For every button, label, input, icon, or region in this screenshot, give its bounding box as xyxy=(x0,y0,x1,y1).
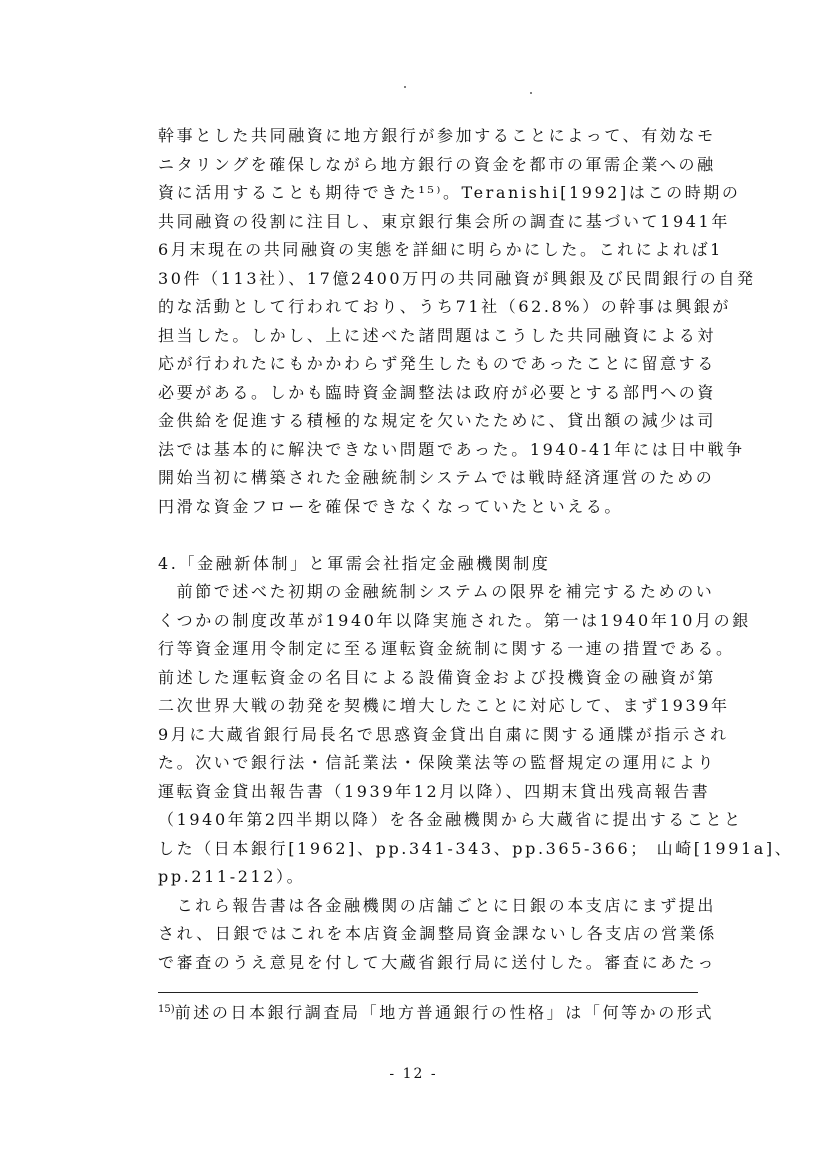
text-line: 共同融資の役割に注目し、東京銀行集会所の調査に基づいて1941年 xyxy=(158,211,730,231)
text-line: た。次いで銀行法・信託業法・保険業法等の監督規定の運用により xyxy=(158,753,717,772)
text-line: くつかの制度改革が1940年以降実施された。第一は1940年10月の銀 xyxy=(158,610,751,630)
scan-speck xyxy=(530,92,532,94)
text-line: した（日本銀行[1962]、pp.341-343、pp.365-366； 山崎[1991a]、 xyxy=(158,838,794,858)
text-line: 行等資金運用令制定に至る運転資金統制に関する一連の措置である。 xyxy=(158,639,735,658)
footnote xyxy=(158,998,715,1025)
footnote-divider xyxy=(158,992,698,994)
text-line: pp.211-212）。 xyxy=(158,867,306,886)
text-line: 金供給を促進する積極的な規定を欠いたために、貸出額の減少は司 xyxy=(158,411,717,430)
text-line: 担当した。しかし、上に述べた諸問題はこうした共同融資による対 xyxy=(158,325,717,345)
text-line: 30件（113社）、17億2400万円の共同融資が興銀及び民間銀行の自発 xyxy=(158,268,756,288)
text-line: これら報告書は各金融機関の店舗ごとに日銀の本支店にまず提出 xyxy=(158,895,717,915)
scan-speck xyxy=(404,86,406,88)
text-line: 応が行われたにもかかわらず発生したものであったことに留意する xyxy=(158,354,716,373)
text-line: 資に活用することも期待できた¹⁵⁾。Teranishi[1992]はこの時期の xyxy=(158,183,741,202)
text-line: 前述した運転資金の名目による設備資金および投機資金の融資が第 xyxy=(158,667,717,687)
text-line: 9月に大蔵省銀行局長名で思惑資金貸出自粛に関する通牒が指示され xyxy=(158,724,729,744)
footnote-marker: 15) xyxy=(158,1004,175,1015)
text-line: 幹事とした共同融資に地方銀行が参加することによって、有効なモ xyxy=(158,126,716,145)
section-heading: 4.「金融新体制」と軍需会社指定金融機関制度 xyxy=(158,553,551,573)
blank-line xyxy=(158,521,698,550)
text-line: ニタリングを確保しながら地方銀行の資金を都市の軍需企業への融 xyxy=(158,154,716,174)
page-number: - 12 - xyxy=(389,1066,438,1082)
text-line: 二次世界大戦の勃発を契機に増大したことに対応して、まず1939年 xyxy=(158,696,730,715)
text-line: （1940年第2四半期以降）を各金融機関から大蔵省に提出することと xyxy=(158,810,743,829)
text-line: 運転資金貸出報告書（1939年12月以降）、四期末貸出残高報告書 xyxy=(158,781,711,801)
text-line: 6月末現在の共同融資の実態を詳細に明らかにした。これによれば1 xyxy=(158,240,723,259)
footnote-text: 前述の日本銀行調査局「地方普通銀行の性格」は「何等かの形式 xyxy=(174,1003,715,1022)
text-line: 必要がある。しかも臨時資金調整法は政府が必要とする部門への資 xyxy=(158,382,717,402)
body-text xyxy=(158,122,794,977)
text-line: され、日銀ではこれを本店資金調整局資金課ないし各支店の営業係 xyxy=(158,924,717,943)
text-line: 円滑な資金フローを確保できなくなっていたといえる。 xyxy=(158,496,624,516)
text-line: 開始当初に構築された金融統制システムでは戦時経済運営のための xyxy=(158,468,715,487)
text-line: 前節で述べた初期の金融統制システムの限界を補完するためのい xyxy=(158,582,715,601)
text-line: で審査のうえ意見を付して大蔵省銀行局に送付した。審査にあたっ xyxy=(158,952,717,972)
text-line: 的な活動として行われており、うち71社（62.8%）の幹事は興銀が xyxy=(158,297,731,316)
text-line: 法では基本的に解決できない問題であった。1940-41年には日中戦争 xyxy=(158,439,745,459)
